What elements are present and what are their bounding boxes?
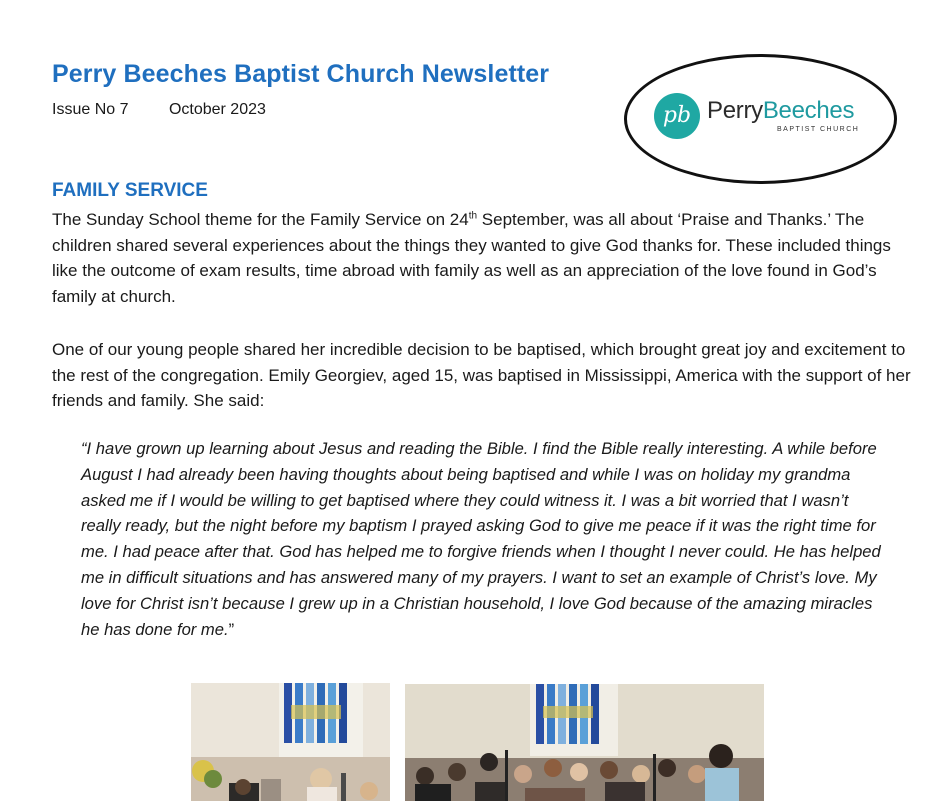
logo-name-perry: Perry: [707, 97, 763, 124]
service-photo-left: [191, 683, 390, 801]
issue-date: October 2023: [168, 101, 266, 118]
issue-number: Issue No 7: [52, 101, 129, 118]
service-photo-right: [405, 684, 764, 801]
baptism-paragraph: One of our young people shared her incredible decision to be baptised, which brought great joy and excitement to the rest of the congregation. Emily Georgiev, aged 15, was baptised in Mississippi, America with the support of her friends and family. She said:: [52, 340, 911, 410]
church-logo: [624, 54, 897, 184]
service-photo-left-image: [191, 683, 390, 801]
ordinal-suffix: th: [468, 210, 478, 222]
logo-monogram-icon: pb: [654, 93, 700, 139]
newsletter-title: Perry Beeches Baptist Church Newsletter: [52, 60, 550, 88]
logo-name: [707, 97, 854, 125]
section-heading: FAMILY SERVICE: [52, 180, 208, 201]
family-service-paragraph: [52, 207, 912, 309]
logo-name-beeches: Beeches: [762, 97, 855, 124]
quote-close-mark: ”: [228, 619, 235, 639]
issue-line: [52, 101, 266, 119]
paragraph-text-start: The Sunday School theme for the Family Service on 24: [52, 210, 469, 229]
testimony-quote: [81, 436, 891, 642]
logo-subtitle: BAPTIST CHURCH: [777, 126, 860, 133]
quote-text: “I have grown up learning about Jesus and reading the Bible. I find the Bible really interesting. A while before August I had already been having thoughts about being baptised and while I was on holiday my grandma asked me if I would be willing to get baptised where they could witness it. I was a bit worried that I wasn’t really ready, but the night before my baptism I prayed asking God to give me peace if it was the right time for me. I had peace after that. God has helped me to forgive friends when I thought I never could. He has helped me in difficult situations and has answered many of my prayers. I want to set an example of Christ’s love. My love for Christ isn’t because I grew up in a Christian household, I love God because of the amazing miracles he has done for me.: [81, 439, 881, 639]
service-photo-right-image: [405, 684, 764, 801]
paragraph-text-end: September, was all about ‘Praise and Thanks.’ The children shared several experiences about the things they wanted to give God thanks for. These included things like the outcome of exam results, time abroad with family as well as an appreciation of the love found in God’s family at church.: [52, 210, 891, 306]
